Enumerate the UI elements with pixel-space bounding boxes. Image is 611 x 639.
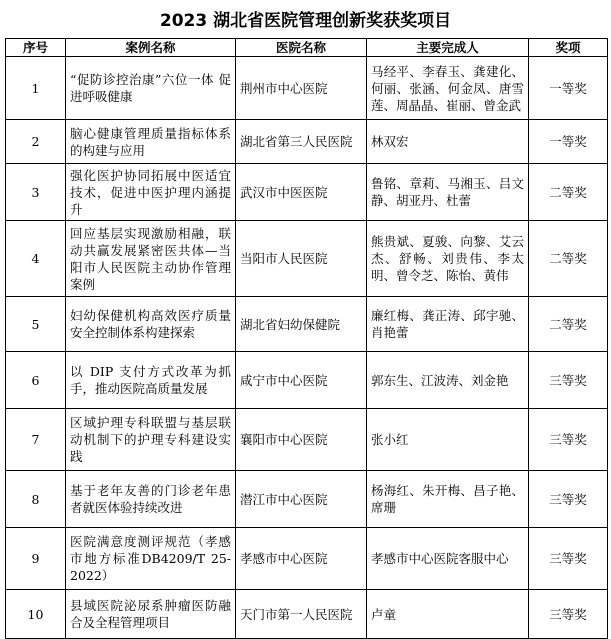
row-award: 二等奖 (529, 221, 608, 297)
row-hospital: 武汉市中医医院 (236, 164, 367, 221)
table-row (6, 297, 608, 352)
row-no: 1 (6, 57, 66, 120)
row-award: 三等奖 (529, 590, 608, 639)
table-row (6, 528, 608, 590)
row-case: “促防诊控治康”六位一体 促进呼吸健康 (66, 57, 236, 120)
table-row (6, 221, 608, 297)
table-row (6, 164, 608, 221)
row-people: 张小红 (367, 409, 529, 471)
header-no: 序号 (6, 39, 66, 57)
row-no: 8 (6, 471, 66, 528)
row-people: 林双宏 (367, 120, 529, 164)
row-award: 三等奖 (529, 528, 608, 590)
row-no: 2 (6, 120, 66, 164)
table-header-row (6, 39, 608, 57)
row-award: 一等奖 (529, 57, 608, 120)
row-award: 二等奖 (529, 297, 608, 352)
row-case: 回应基层实现激励相融，联动共赢发展紧密医共体—当阳市人民医院主动协作管理案例 (66, 221, 236, 297)
row-award: 三等奖 (529, 409, 608, 471)
row-hospital: 天门市第一人民医院 (236, 590, 367, 639)
row-people: 熊贵斌、夏骏、向黎、艾云杰、舒畅、刘贵伟、李太明、曾令芝、陈怡、黄伟 (367, 221, 529, 297)
row-award: 一等奖 (529, 120, 608, 164)
row-case: 基于老年友善的门诊老年患者就医体验持续改进 (66, 471, 236, 528)
row-case: 妇幼保健机构高效医疗质量安全控制体系构建探索 (66, 297, 236, 352)
table-row (6, 352, 608, 409)
row-people: 卢童 (367, 590, 529, 639)
header-hospital: 医院名称 (236, 39, 367, 57)
row-no: 7 (6, 409, 66, 471)
row-hospital: 湖北省妇幼保健院 (236, 297, 367, 352)
row-hospital: 荆州市中心医院 (236, 57, 367, 120)
row-no: 5 (6, 297, 66, 352)
row-no: 10 (6, 590, 66, 639)
row-no: 4 (6, 221, 66, 297)
row-award: 三等奖 (529, 352, 608, 409)
table-row (6, 120, 608, 164)
row-people: 孝感市中心医院客服中心 (367, 528, 529, 590)
table-row (6, 590, 608, 639)
row-hospital: 孝感市中心医院 (236, 528, 367, 590)
document-title: 2023 湖北省医院管理创新奖获奖项目 (159, 11, 452, 31)
row-hospital: 潜江市中心医院 (236, 471, 367, 528)
row-case: 脑心健康管理质量指标体系的构建与应用 (66, 120, 236, 164)
row-people: 郭东生、江波涛、刘金艳 (367, 352, 529, 409)
table-row (6, 409, 608, 471)
row-case: 以 DIP 支付方式改革为抓手，推动医院高质量发展 (66, 352, 236, 409)
table-row (6, 57, 608, 120)
row-case: 强化医护协同拓展中医适宜技术，促进中医护理内涵提升 (66, 164, 236, 221)
row-award: 三等奖 (529, 471, 608, 528)
row-hospital: 襄阳市中心医院 (236, 409, 367, 471)
row-award: 二等奖 (529, 164, 608, 221)
award-table (5, 38, 608, 639)
row-no: 9 (6, 528, 66, 590)
row-case: 区域护理专科联盟与基层联动机制下的护理专科建设实践 (66, 409, 236, 471)
row-case: 医院满意度测评规范（孝感市地方标准DB4209/T 25-2022） (66, 528, 236, 590)
header-people: 主要完成人 (367, 39, 529, 57)
row-hospital: 咸宁市中心医院 (236, 352, 367, 409)
row-people: 廉红梅、龚正涛、邱宇驰、肖艳蕾 (367, 297, 529, 352)
header-award: 奖项 (529, 39, 608, 57)
row-people: 杨海红、朱开梅、昌子艳、席珊 (367, 471, 529, 528)
row-people: 鲁铭、章莉、马湘玉、吕文静、胡亚丹、杜蕾 (367, 164, 529, 221)
table-row (6, 471, 608, 528)
row-no: 6 (6, 352, 66, 409)
row-people: 马经平、李春玉、龚建化、何丽、张涵、何金凤、唐雪莲、周晶晶、崔丽、曾金武 (367, 57, 529, 120)
row-hospital: 湖北省第三人民医院 (236, 120, 367, 164)
row-case: 县域医院泌尿系肿瘤医防融合及全程管理项目 (66, 590, 236, 639)
row-hospital: 当阳市人民医院 (236, 221, 367, 297)
header-case: 案例名称 (66, 39, 236, 57)
row-no: 3 (6, 164, 66, 221)
